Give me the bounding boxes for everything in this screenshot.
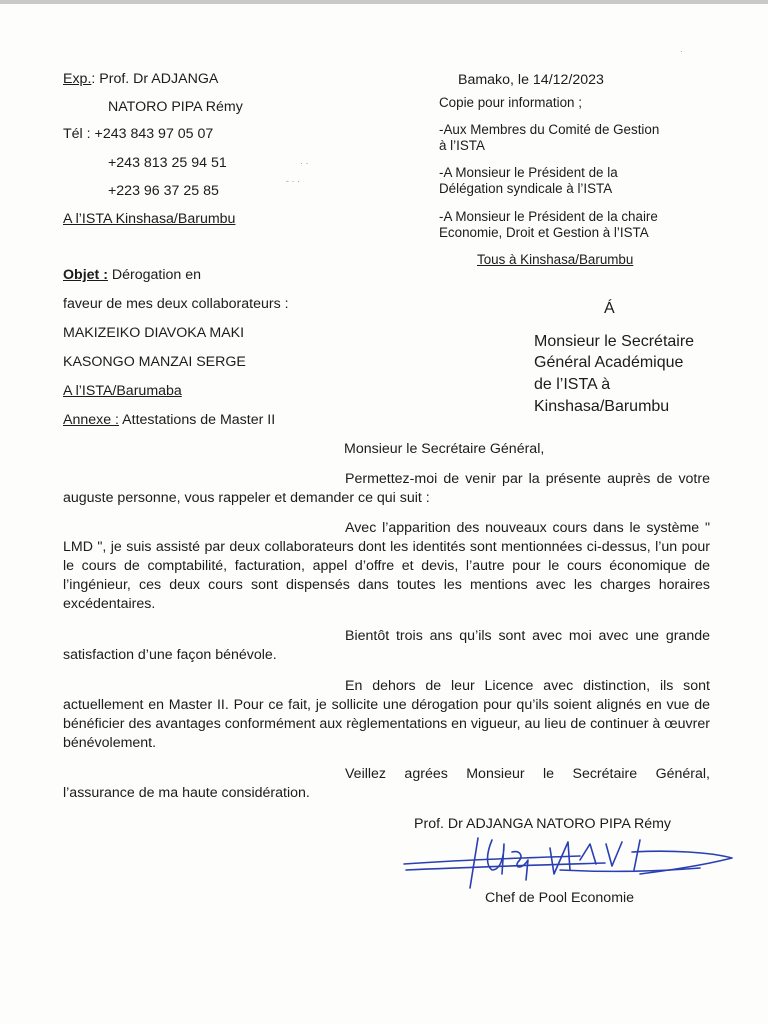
copy-recipient-1b: à l’ISTA xyxy=(439,138,485,153)
subject-place: A l’ISTA/Barumaba xyxy=(63,383,182,399)
sender-name-line2: NATORO PIPA Rémy xyxy=(108,99,243,115)
sender-name-line1: Exp.: Prof. Dr ADJANGA xyxy=(63,71,219,87)
recipient-a: Á xyxy=(604,300,615,317)
sender-phone-2: +243 813 25 94 51 xyxy=(108,155,227,171)
sender-phone-1: Tél : +243 843 97 05 07 xyxy=(63,126,214,142)
subject-line1: Objet : Dérogation en xyxy=(63,267,202,283)
recipient-line-2: Général Académique xyxy=(534,354,684,371)
copy-all-location: Tous à Kinshasa/Barumbu xyxy=(477,252,634,267)
copy-recipient-2a: -A Monsieur le Président de la xyxy=(439,165,618,180)
signatory-name: Prof. Dr ADJANGA NATORO PIPA Rémy xyxy=(414,816,672,832)
handwritten-signature xyxy=(400,830,735,892)
annex-line: Annexe : Attestations de Master II xyxy=(63,412,276,428)
copy-recipient-3b: Economie, Droit et Gestion à l’ISTA xyxy=(439,225,649,240)
sender-location: A l’ISTA Kinshasa/Barumbu xyxy=(63,211,236,227)
subject-label: Objet : xyxy=(63,267,108,283)
sender-phone-3: +223 96 37 25 85 xyxy=(108,183,219,199)
scan-top-edge xyxy=(0,0,768,4)
signatory-title: Chef de Pool Economie xyxy=(485,890,635,906)
collaborator-name-2: KASONGO MANZAI SERGE xyxy=(63,354,246,370)
recipient-line-1: Monsieur le Secrétaire xyxy=(534,333,695,350)
collaborator-name-1: MAKIZEIKO DIAVOKA MAKI xyxy=(63,325,245,341)
copy-title: Copie pour information ; xyxy=(439,95,582,110)
body-paragraph-4: En dehors de leur Licence avec distinction, ils sont actuellement en Master II. Pour ce fait, je sollicite une dérogation pour qu’ils soient alignés en vue de bénéficier des avantages conformément aux règlementations en vigueur, au lieu de continuer à œuvrer bénévolement. xyxy=(63,678,710,751)
subject-line2: faveur de mes deux collaborateurs : xyxy=(63,296,289,312)
copy-recipient-2b: Délégation syndicale à l’ISTA xyxy=(439,181,613,196)
scan-speck: · · xyxy=(300,158,309,168)
salutation: Monsieur le Secrétaire Général, xyxy=(344,441,545,457)
copy-recipient-1a: -Aux Membres du Comité de Gestion xyxy=(439,122,660,137)
body-paragraph-1: Permettez-moi de venir par la présente auprès de votre auguste personne, vous rappeler et demander ce qui suit : xyxy=(63,471,710,506)
annex-label: Annexe : xyxy=(63,412,120,428)
copy-recipient-3a: -A Monsieur le Président de la chaire xyxy=(439,209,658,224)
body-paragraph-5: Veillez agrées Monsieur le Secrétaire Général, l’assurance de ma haute considération. xyxy=(63,766,710,801)
recipient-line-3: de l’ISTA à xyxy=(534,376,611,393)
scan-speck: - · · xyxy=(286,176,300,186)
scan-speck: · xyxy=(680,46,683,56)
body-paragraph-2: Avec l’apparition des nouveaux cours dans le système " LMD ", je suis assisté par deux collaborateurs dont les identités sont mentionnées ci-dessus, l’un pour le cours de comptabilité, facturation, appel d’offre et devis, l’autre pour le cours économique de l’ingénieur, ces deux cours sont dispensés dans toutes les mentions avec les charges horaires excédentaires. xyxy=(63,520,710,612)
recipient-line-4: Kinshasa/Barumbu xyxy=(534,398,670,415)
body-paragraph-3: Bientôt trois ans qu’ils sont avec moi avec une grande satisfaction d’une façon bénévole. xyxy=(63,628,710,663)
exp-label: Exp. xyxy=(63,71,92,87)
place-date: Bamako, le 14/12/2023 xyxy=(458,72,604,88)
